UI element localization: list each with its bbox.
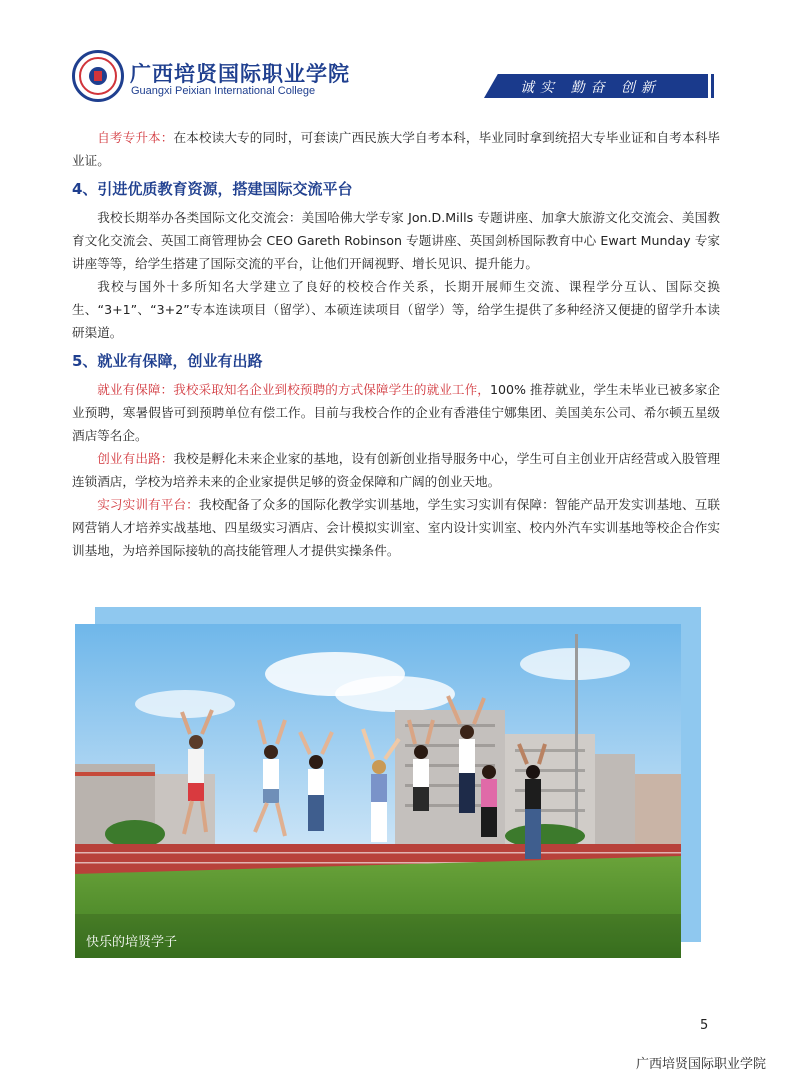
selfexam-lead: 自考专升本： [97, 130, 174, 145]
college-name-cn: 广西培贤国际职业学院 [130, 62, 350, 86]
section-4-paragraph-1: 我校长期举办各类国际文化交流会：美国哈佛大学专家 Jon.D.Mills 专题讲座、加拿大旅游文化交流会、美国教育文化交流会、英国工商管理协会 CEO Gareth Robinson 专题讲座、英国剑桥国际教育中心 Ewart Munday 专家讲座等等，给学生搭建了国际交流的平台，让他们开阔视野、增长见识、提升能力。 [72, 210, 720, 271]
section-5-startup [72, 447, 720, 493]
motto-stripe [708, 74, 711, 98]
section-4-paragraph-2: 我校与国外十多所知名大学建立了良好的校校合作关系，长期开展师生交流、课程学分互认、国际交换生、“3+1”、“3+2”专本连读项目（留学）、本硕连读项目（留学）等，给学生提供了多种经济又便捷的留学升本读研渠道。 [72, 279, 720, 340]
employment-text: 100% 推荐就业，学生未毕业已被多家企业预聘，寒暑假皆可到预聘单位有偿工作。目前与我校合作的企业有香港佳宁娜集团、美国美东公司、希尔顿五星级酒店等名企。 [72, 382, 721, 443]
paragraph-selfexam [72, 126, 720, 172]
startup-lead: 创业有出路： [97, 451, 174, 466]
employment-lead: 就业有保障：我校采取知名企业到校预聘的方式保障学生的就业工作， [97, 382, 490, 397]
college-name-en: Guangxi Peixian International College [131, 85, 316, 97]
page-footer: 广西培贤国际职业学院 [636, 1057, 767, 1072]
college-seal-icon [72, 50, 124, 102]
selfexam-text: 在本校读大专的同时，可套读广西民族大学自考本科，毕业同时拿到统招大专毕业证和自考本科毕业证。 [72, 130, 721, 168]
page-content [72, 126, 720, 562]
section-4-title: 4、引进优质教育资源，搭建国际交流平台 [72, 180, 353, 198]
section-5-title: 5、就业有保障，创业有出路 [72, 352, 263, 370]
students-jumping-photo [75, 624, 681, 958]
college-motto: 诚实 勤奋 创新 [520, 80, 661, 96]
section-5-employment [72, 378, 720, 447]
photo-caption: 快乐的培贤学子 [86, 935, 178, 950]
startup-text: 我校是孵化未来企业家的基地，设有创新创业指导服务中心，学生可自主创业开店经营或入股管理连锁酒店，学校为培养未来的企业家提供足够的资金保障和广阔的创业天地。 [72, 451, 721, 489]
internship-text: 我校配备了众多的国际化教学实训基地，学生实习实训有保障：智能产品开发实训基地、互联网营销人才培养实战基地、四星级实习酒店、会计模拟实训室、室内设计实训室、校内外汽车实训基地等校企合作实训基地，为培养国际接轨的高技能管理人才提供实操条件。 [72, 497, 720, 558]
section-5-internship [72, 493, 720, 562]
page-number: 5 [700, 1018, 709, 1033]
page-header [0, 0, 790, 120]
internship-lead: 实习实训有平台： [97, 497, 199, 512]
